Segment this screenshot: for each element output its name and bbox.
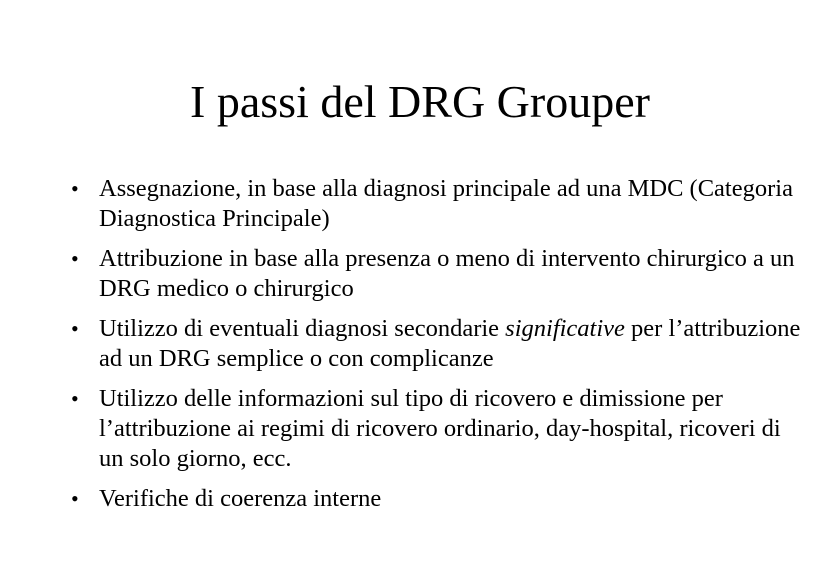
bullet-text: Utilizzo delle informazioni sul tipo di ricovero e dimissione per l’attribuzione ai regimi di ricovero ordinario, day-hospital, ricoveri di un solo giorno, ecc. — [99, 385, 781, 472]
bullet-item — [70, 314, 810, 374]
bullet-item — [70, 384, 810, 474]
bullet-text: Verifiche di coerenza interne — [99, 485, 382, 512]
bullet-item — [70, 244, 810, 304]
bullet-item — [70, 174, 810, 234]
emphasized-word: significative — [505, 315, 625, 342]
bullet-icon: • — [71, 486, 79, 511]
bullet-item — [70, 484, 810, 514]
bullet-list — [70, 174, 810, 524]
bullet-icon: • — [71, 176, 79, 201]
bullet-text — [99, 315, 800, 372]
slide-title: I passi del DRG Grouper — [190, 76, 650, 127]
bullet-text: Attribuzione in base alla presenza o meno di intervento chirurgico a un DRG medico o chirurgico — [99, 245, 795, 302]
bullet-icon: • — [71, 246, 79, 271]
bullet-text-after: per l’attribuzione ad un DRG semplice o con complicanze — [99, 315, 801, 372]
bullet-text: Assegnazione, in base alla diagnosi principale ad una MDC (Categoria Diagnostica Principale) — [99, 175, 793, 232]
bullet-icon: • — [71, 316, 79, 341]
bullet-text-before: Utilizzo di eventuali diagnosi secondarie — [99, 315, 506, 342]
bullet-icon: • — [71, 386, 79, 411]
